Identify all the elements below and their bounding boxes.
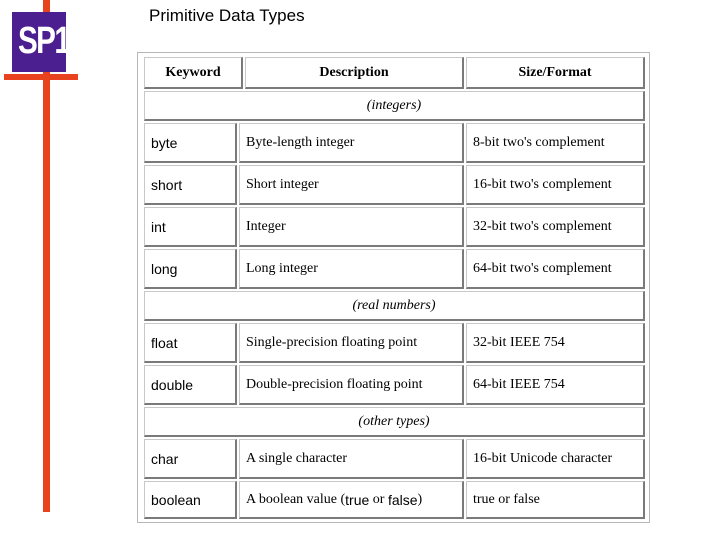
group-label-integers: (integers) — [144, 91, 645, 121]
boolean-description-true: true — [345, 491, 370, 508]
row-keyword-float: float — [144, 323, 237, 363]
row-size-char: 16-bit Unicode character — [466, 439, 645, 479]
boolean-description-or: or — [369, 491, 388, 507]
header-description: Description — [245, 57, 464, 89]
row-description-double: Double-precision floating point — [239, 365, 464, 405]
boolean-description-suffix: ) — [417, 491, 423, 507]
group-label-other-types: (other types) — [144, 407, 645, 437]
row-size-short: 16-bit two's complement — [466, 165, 645, 205]
logo-graphic — [0, 0, 80, 540]
row-keyword-boolean: boolean — [144, 481, 237, 519]
row-size-double: 64-bit IEEE 754 — [466, 365, 645, 405]
row-keyword-short: short — [144, 165, 237, 205]
logo-text: SP1 — [17, 20, 70, 62]
logo-horizontal-bar — [4, 74, 78, 80]
row-description-boolean — [239, 481, 464, 519]
row-description-char: A single character — [239, 439, 464, 479]
row-size-float: 32-bit IEEE 754 — [466, 323, 645, 363]
row-size-byte: 8-bit two's complement — [466, 123, 645, 163]
row-keyword-double: double — [144, 365, 237, 405]
row-description-int: Integer — [239, 207, 464, 247]
row-keyword-long: long — [144, 249, 237, 289]
row-size-long: 64-bit two's complement — [466, 249, 645, 289]
row-description-long: Long integer — [239, 249, 464, 289]
header-keyword: Keyword — [144, 57, 243, 89]
boolean-description-prefix: A boolean value ( — [246, 491, 346, 507]
row-size-boolean: true or false — [466, 481, 645, 519]
group-label-real-numbers: (real numbers) — [144, 291, 645, 321]
row-keyword-int: int — [144, 207, 237, 247]
row-keyword-char: char — [144, 439, 237, 479]
page-title: Primitive Data Types — [149, 6, 305, 25]
primitive-types-table — [137, 52, 650, 523]
row-size-int: 32-bit two's complement — [466, 207, 645, 247]
row-description-short: Short integer — [239, 165, 464, 205]
row-keyword-byte: byte — [144, 123, 237, 163]
header-size-format: Size/Format — [466, 57, 645, 89]
row-description-float: Single-precision floating point — [239, 323, 464, 363]
row-description-byte: Byte-length integer — [239, 123, 464, 163]
boolean-description-false: false — [387, 491, 418, 508]
